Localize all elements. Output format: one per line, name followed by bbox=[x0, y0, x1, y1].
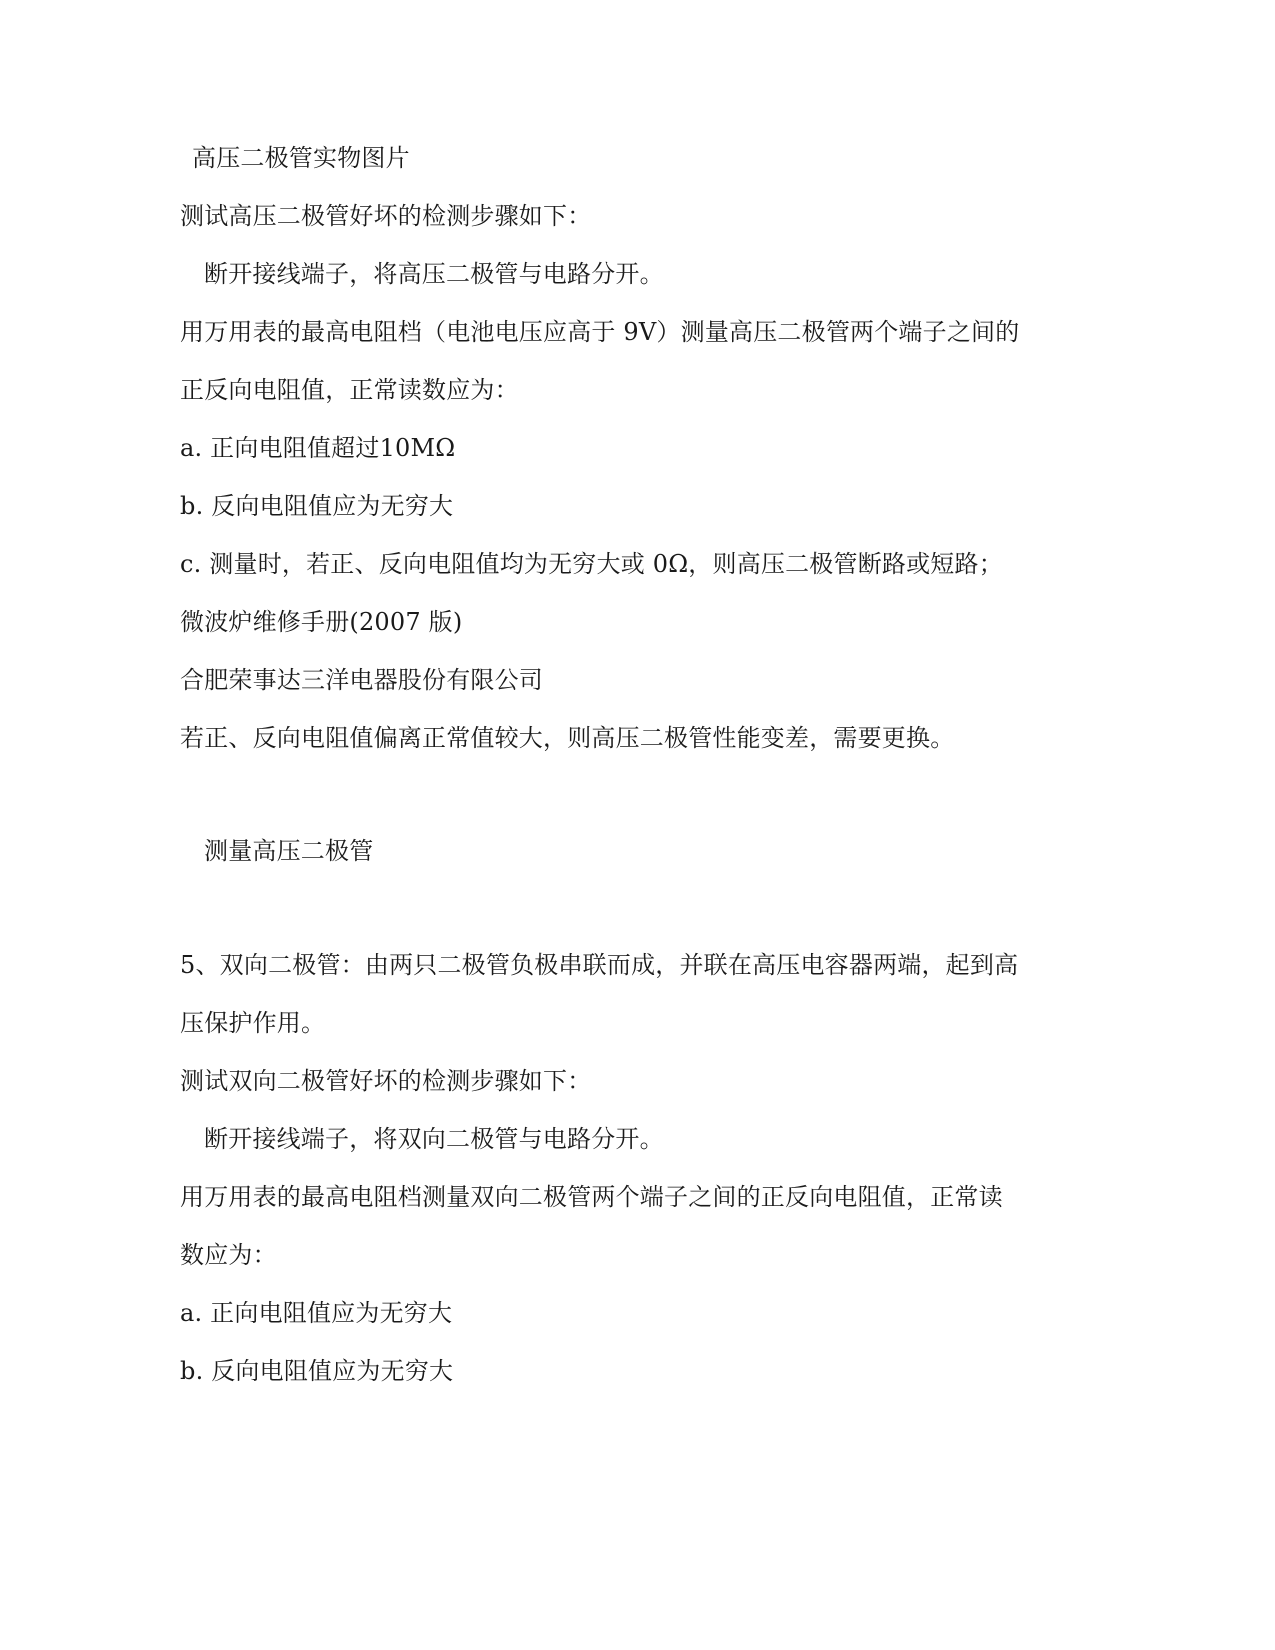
manual-title: 微波炉维修手册(2007 版) bbox=[180, 608, 463, 636]
hv-diode-reading-c: c. 测量时，若正、反向电阻值均为无穷大或 0Ω，则高压二极管断路或短路； bbox=[180, 550, 1003, 578]
bidirectional-diode-step-measure-line1: 用万用表的最高电阻档测量双向二极管两个端子之间的正反向电阻值，正常读 bbox=[180, 1183, 1003, 1211]
hv-diode-degraded-note: 若正、反向电阻值偏离正常值较大，则高压二极管性能变差，需要更换。 bbox=[180, 724, 955, 752]
bidirectional-diode-step-disconnect: 断开接线端子，将双向二极管与电路分开。 bbox=[204, 1125, 664, 1153]
hv-diode-step-disconnect: 断开接线端子，将高压二极管与电路分开。 bbox=[204, 260, 664, 288]
hv-diode-reading-a: a. 正向电阻值超过10MΩ bbox=[180, 434, 456, 462]
bidirectional-diode-reading-b: b. 反向电阻值应为无穷大 bbox=[180, 1357, 454, 1385]
hv-diode-step-measure-line2: 正反向电阻值，正常读数应为： bbox=[180, 376, 519, 404]
hv-diode-step-measure-line1: 用万用表的最高电阻档（电池电压应高于 9V）测量高压二极管两个端子之间的 bbox=[180, 318, 1020, 346]
company-name: 合肥荣事达三洋电器股份有限公司 bbox=[180, 666, 543, 694]
caption-hv-diode-photo: 高压二极管实物图片 bbox=[192, 144, 410, 172]
bidirectional-diode-intro-line1: 5、双向二极管：由两只二极管负极串联而成，并联在高压电容器两端，起到高 bbox=[180, 951, 1019, 979]
hv-diode-test-heading: 测试高压二极管好坏的检测步骤如下： bbox=[180, 202, 592, 230]
bidirectional-diode-reading-a: a. 正向电阻值应为无穷大 bbox=[180, 1299, 453, 1327]
caption-measure-hv-diode: 测量高压二极管 bbox=[204, 837, 374, 865]
bidirectional-diode-intro-line2: 压保护作用。 bbox=[180, 1009, 326, 1037]
bidirectional-diode-step-measure-line2: 数应为： bbox=[180, 1241, 277, 1269]
hv-diode-reading-b: b. 反向电阻值应为无穷大 bbox=[180, 492, 454, 520]
bidirectional-diode-test-heading: 测试双向二极管好坏的检测步骤如下： bbox=[180, 1067, 592, 1095]
